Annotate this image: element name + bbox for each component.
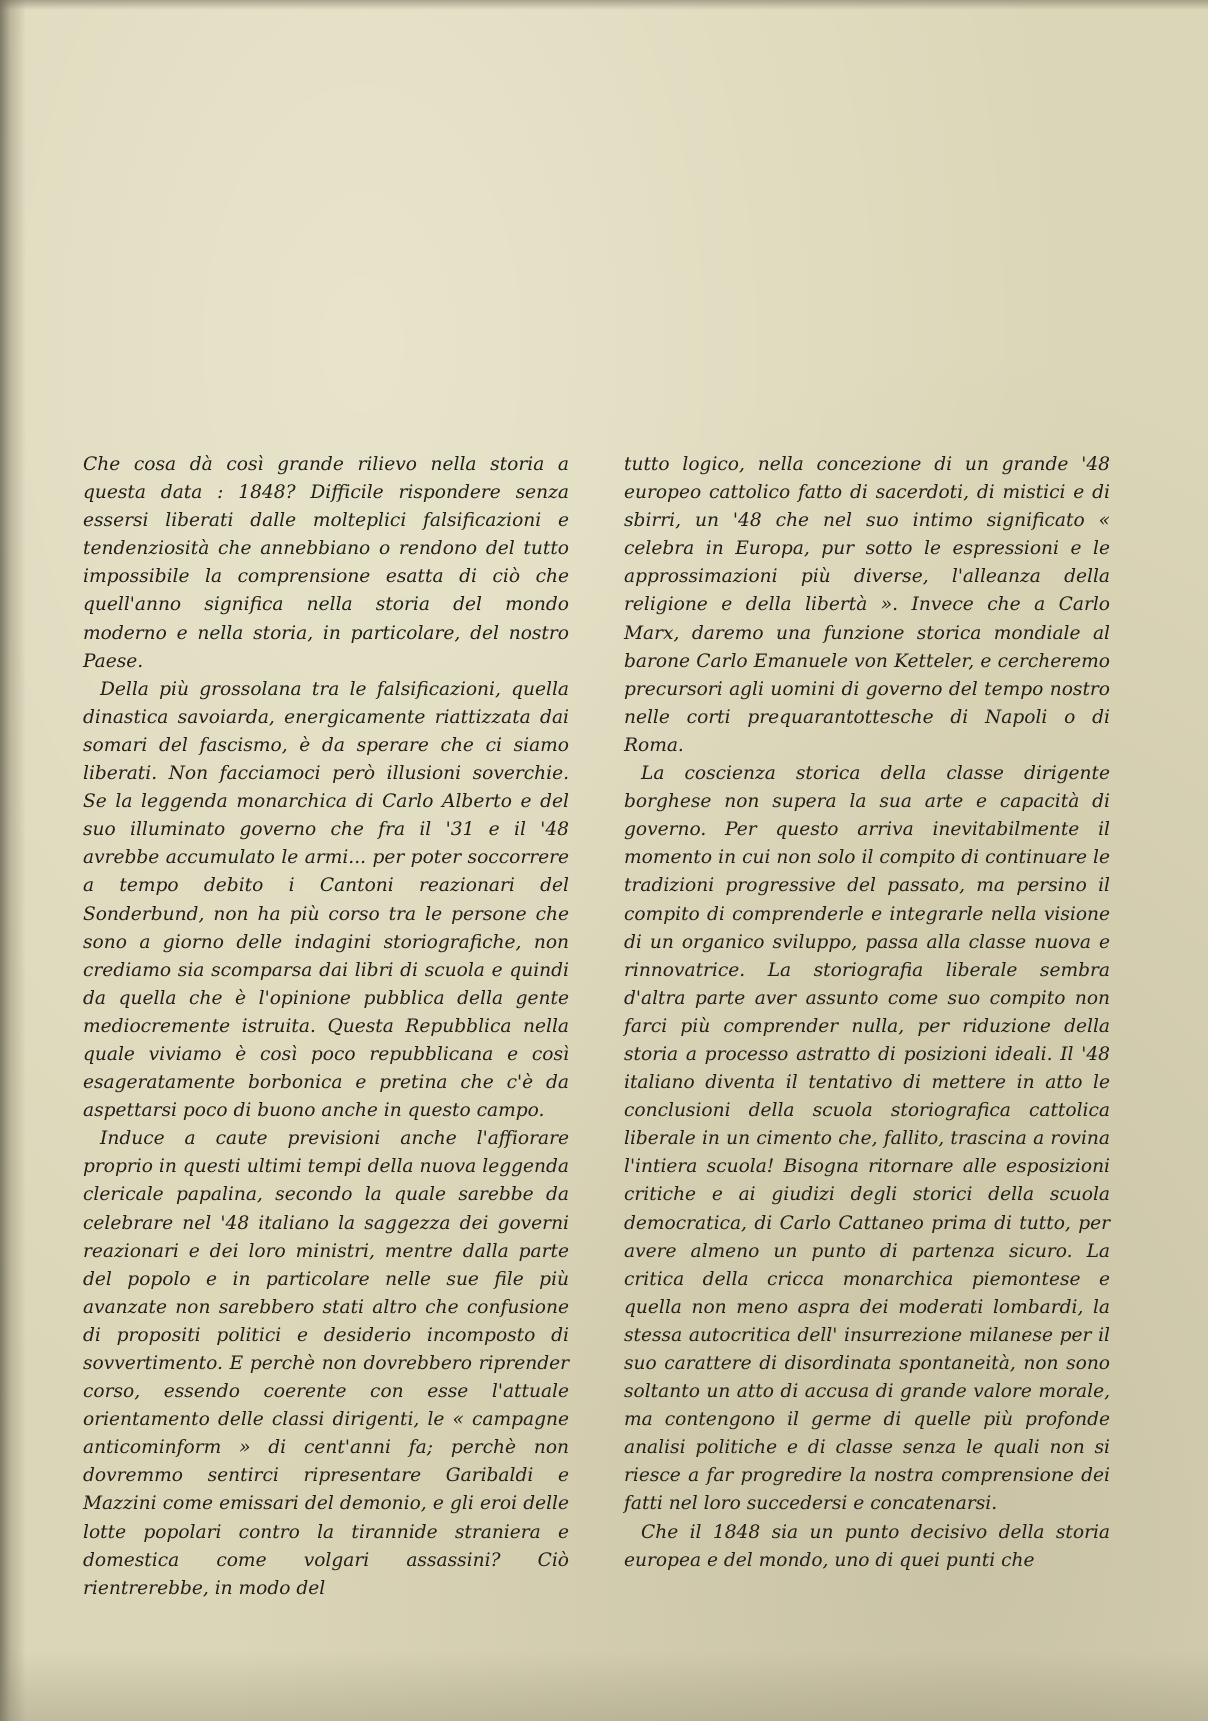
paragraph: Della più grossolana tra le falsificazioni, quella dinastica savoiarda, energicamente riattizzata dai somari del fascismo, è da sperare che ci siamo liberati. Non facciamoci però illusioni soverchie. Se la leggenda monarchica di Carlo Alberto e del suo illuminato governo che fra il '31 e il '48 avrebbe accumulato le armi... per poter soccorrere a tempo debito i Cantoni reazionari del Sonderbund, non ha più corso tra le persone che sono a giorno delle indagini storiografiche, non crediamo sia scomparsa dai libri di scuola e quindi da quella che è l'opinione pubblica della gente mediocremente istruita. Questa Repubblica nella quale viviamo è così poco repubblicana e così esageratamente borbonica e pretina che c'è da aspettarsi poco di buono anche in questo campo.	[83, 678, 569, 1122]
paragraph: Induce a caute previsioni anche l'affiorare proprio in questi ultimi tempi della nuova leggenda clericale papalina, secondo la quale sarebbe da celebrare nel '48 italiano la saggezza dei governi reazionari e dei loro ministri, mentre dalla parte del popolo e in particolare nelle sue file più avanzate non sarebbero stati altro che confusione di propositi politici e desiderio incomposto di sovvertimento. E perchè non dovrebbero riprender corso, essendo coerente con esse l'attuale orientamento delle classi dirigenti, le « campagne anticominform » di cent'anni fa; perchè non dovremmo sentirci ripresentare Garibaldi e Mazzini come emissari del demonio, e gli eroi delle lotte popolari contro la tirannide straniera e domestica come volgari assassini? Ciò rientrerebbe, in modo del	[83, 1128, 569, 1599]
paragraph: tutto logico, nella concezione di un grande '48 europeo cattolico fatto di sacerdoti, di mistici e di sbirri, un '48 che nel suo intimo significato « celebra in Europa, pur sotto le espressioni e le approssimazioni più diverse, l'alleanza della religione e della libertà ». Invece che a Carlo Marx, daremo una funzione storica mondiale al barone Carlo Emanuele von Ketteler, e cercheremo precursori agli uomini di governo del tempo nostro nelle corti prequarantottesche di Napoli o di Roma.	[624, 454, 1110, 756]
text-column-right	[624, 451, 1110, 1575]
paragraph: Che il 1848 sia un punto decisivo della storia europea e del mondo, uno di quei punti che	[624, 1521, 1110, 1571]
page-shadow-left	[0, 0, 26, 1721]
text-column-left	[83, 451, 569, 1603]
paragraph: La coscienza storica della classe dirigente borghese non supera la sua arte e capacità di governo. Per questo arriva inevitabilmente il momento in cui non solo il compito di continuare le tradizioni progressive del passato, ma persino il compito di comprenderle e integrarle nella visione di un organico sviluppo, passa alla classe nuova e rinnovatrice. La storiografia liberale sembra d'altra parte aver assunto come suo compito non farci più comprender nulla, per riduzione della storia a processo astratto di posizioni ideali. Il '48 italiano diventa il tentativo di mettere in atto le conclusioni della scuola storiografica cattolica liberale in un cimento che, fallito, trascina a rovina l'intiera scuola! Bisogna ritornare alle esposizioni critiche e ai giudizi degli storici della scuola democratica, di Carlo Cattaneo prima di tutto, per avere almeno un punto di partenza sicuro. La critica della cricca monarchica piemontese e quella non meno aspra dei moderati lombardi, la stessa autocritica dell' insurrezione milanese per il suo carattere di disordinata spontaneità, non sono soltanto un atto di accusa di grande valore morale, ma contengono il germe di quelle più profonde analisi politiche e di classe senza le quali non si riesce a far progredire la nostra comprensione dei fatti nel loro succedersi e concatenarsi.	[624, 763, 1110, 1515]
paragraph: Che cosa dà così grande rilievo nella storia a questa data : 1848? Difficile rispondere senza essersi liberati dalle molteplici falsificazioni e tendenziosità che annebbiano o rendono del tutto impossibile la comprensione esatta di ciò che quell'anno significa nella storia del mondo moderno e nella storia, in particolare, del nostro Paese.	[83, 454, 569, 672]
page-shadow-top	[0, 0, 1208, 10]
page-shadow-bottom	[0, 1651, 1208, 1721]
